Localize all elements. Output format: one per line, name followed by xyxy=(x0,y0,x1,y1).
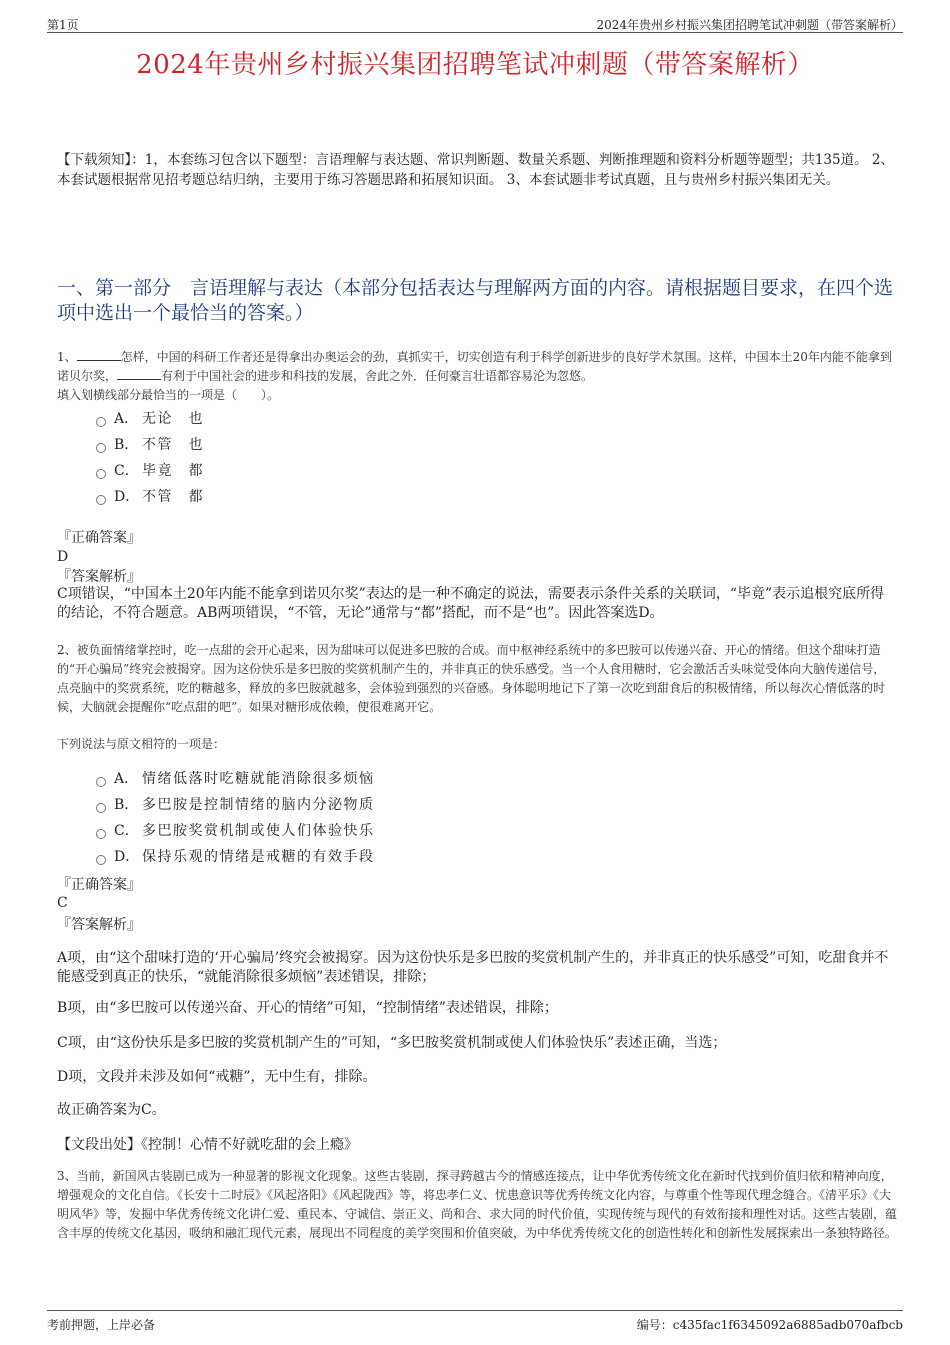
document-code: 编号：c435fac1f6345092a6885adb070afbcb xyxy=(636,1318,903,1332)
analysis-conclusion: 故正确答案为C。 xyxy=(57,1102,166,1118)
option-a[interactable]: A． 情绪低落时吃糖就能消除很多烦恼 xyxy=(96,766,375,792)
answer-blank xyxy=(117,367,161,380)
radio-icon[interactable] xyxy=(96,855,106,865)
question-1-part2: 有利于中国社会的进步和科技的发展，舍此之外．任何豪言壮语都容易沦为忽悠。 xyxy=(161,369,594,383)
question-1-options xyxy=(96,406,204,510)
question-1-answer-label: 『正确答案』 xyxy=(57,530,141,546)
option-d[interactable]: D． 保持乐观的情绪是戒糖的有效手段 xyxy=(96,844,375,870)
radio-icon[interactable] xyxy=(96,803,106,813)
header-doc-title: 2024年贵州乡村振兴集团招聘笔试冲刺题（带答案解析） xyxy=(596,18,903,32)
analysis-paragraph-b: B项，由“多巴胺可以传递兴奋、开心的情绪”可知，“控制情绪”表述错误，排除； xyxy=(57,1000,558,1016)
analysis-paragraph-c: C项，由“这份快乐是多巴胺的奖赏机制产生的”可知，“多巴胺奖赏机制或使人们体验快乐”表述正确，当选； xyxy=(57,1035,727,1051)
question-3-text: 3、当前，新国风古装剧已成为一种显著的影视文化现象。这些古装剧，探寻跨越古今的情感连接点，让中华优秀传统文化在新时代找到价值归依和精神向度，增强观众的文化自信。《长安十二时辰》《风起洛阳》《风起陇西》等，将忠孝仁义、忧患意识等优秀传统文化内容，与尊重个性等现代理念缝合。《清平乐》《大明风华》等，发掘中华优秀传统文化讲仁爱、重民本、守诚信、崇正义、尚和合、求大同的时代价值，实现传统与现代的有效衔接和理性对话。这些古装剧，蕴含丰厚的传统文化基因，吸纳和融汇现代元素，展现出不同程度的美学突围和价值突破，为中华优秀传统文化的创造性转化和创新性发展探索出一条独特路径。 xyxy=(57,1169,898,1240)
question-1-text xyxy=(57,348,897,405)
question-2-prompt: 下列说法与原文相符的一项是： xyxy=(57,737,226,751)
radio-icon[interactable] xyxy=(96,495,106,505)
analysis-paragraph-d: D项，文段并未涉及如何“戒糖”，无中生有，排除。 xyxy=(57,1069,377,1085)
page-number: 第1页 xyxy=(47,18,79,32)
question-2-text: 2、被负面情绪掌控时，吃一点甜的会开心起来，因为甜味可以促进多巴胺的合成。而中枢神经系统中的多巴胺可以传递兴奋、开心的情绪。但这个甜味打造的“开心骗局”终究会被揭穿。因为这份快乐是多巴胺的奖赏机制产生的，并非真正的快乐感受。当一个人食用糖时，它会激活舌头味觉受体向大脑传递信号，点亮脑中的奖赏系统，吃的糖越多，释放的多巴胺就越多，会体验到强烈的兴奋感。身体聪明地记下了第一次吃到甜食后的积极情绪，所以每次心情低落的时候，大脑就会提醒你“吃点甜的吧”。如果对糖形成依赖，便很难离开它。 xyxy=(57,643,886,714)
option-d[interactable]: D． 不管 都 xyxy=(96,484,204,510)
answer-blank xyxy=(77,348,121,361)
radio-icon[interactable] xyxy=(96,443,106,453)
radio-icon[interactable] xyxy=(96,777,106,787)
option-b[interactable]: B． 不管 也 xyxy=(96,432,204,458)
page-title: 2024年贵州乡村振兴集团招聘笔试冲刺题（带答案解析） xyxy=(136,50,814,80)
download-notice: 【下载须知】：1，本套练习包含以下题型：言语理解与表达题、常识判断题、数量关系题、判断推理题和资料分析题等题型；共135道。 2、本套试题根据常见招考题总结归纳，主要用于练习答题思路和拓展知识面。 3、本套试题非考试真题，且与贵州乡村振兴集团无关。 xyxy=(57,152,894,188)
option-b[interactable]: B． 多巴胺是控制情绪的脑内分泌物质 xyxy=(96,792,375,818)
question-2-answer-label: 『正确答案』 xyxy=(57,877,141,893)
page-header xyxy=(47,14,903,33)
page-footer xyxy=(47,1310,903,1333)
question-1-analysis: C项错误，“中国本土20年内能不能拿到诺贝尔奖”表达的是一种不确定的说法，需要表示条件关系的关联词，“毕竟”表示追根究底所得的结论，不符合题意。AB两项错误，“不管，无论”通常与“都”搭配，而不是“也”。因此答案选D。 xyxy=(57,586,885,621)
analysis-paragraph-a: A项，由“这个甜味打造的‘开心骗局’终究会被揭穿。因为这份快乐是多巴胺的奖赏机制产生的，并非真正的快乐感受”可知，吃甜食并不能感受到真正的快乐，“就能消除很多烦恼”表述错误，排除； xyxy=(57,950,889,985)
question-1-analysis-label: 『答案解析』 xyxy=(57,569,141,585)
question-1-answer: D xyxy=(57,549,69,565)
question-1-part1: 怎样，中国的科研工作者还是得拿出办奥运会的劲，真抓实干，切实创造有利于科学创新进步的良好学术氛围。这样，中国本土20年内能不能拿到诺贝尔奖， xyxy=(57,350,892,383)
radio-icon[interactable] xyxy=(96,417,106,427)
question-2-answer: C xyxy=(57,895,68,911)
question-1-number: 1、 xyxy=(57,350,77,364)
option-a[interactable]: A． 无论 也 xyxy=(96,406,204,432)
footer-slogan: 考前押题，上岸必备 xyxy=(47,1318,156,1332)
question-2-analysis-label: 『答案解析』 xyxy=(57,917,141,933)
section-heading: 一、第一部分 言语理解与表达（本部分包括表达与理解两方面的内容。请根据题目要求，在四个选项中选出一个最恰当的答案。） xyxy=(57,277,894,324)
question-2-options xyxy=(96,766,375,870)
option-c[interactable]: C． 毕竟 都 xyxy=(96,458,204,484)
question-1-prompt: 填入划横线部分最恰当的一项是（ ）。 xyxy=(57,388,280,402)
radio-icon[interactable] xyxy=(96,469,106,479)
text-source: 【文段出处】《控制！心情不好就吃甜的会上瘾》 xyxy=(57,1137,358,1153)
radio-icon[interactable] xyxy=(96,829,106,839)
option-c[interactable]: C． 多巴胺奖赏机制或使人们体验快乐 xyxy=(96,818,375,844)
